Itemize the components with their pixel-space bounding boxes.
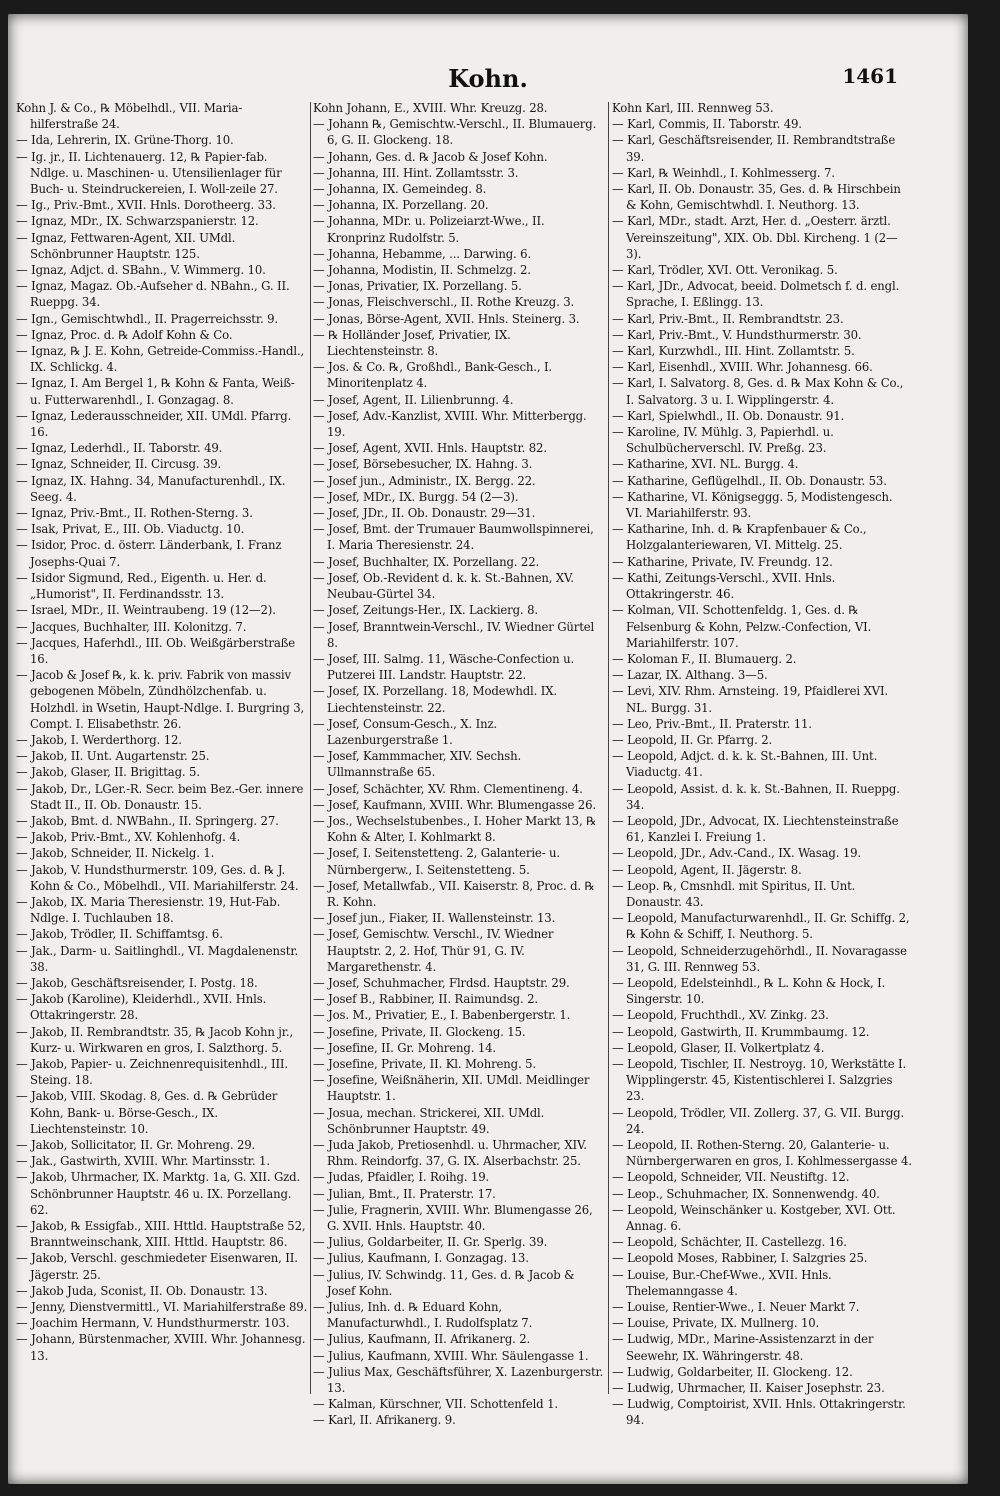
directory-entry: — Josef, Kammmacher, XIV. Sechsh. Ullmannstraße 65. [313,749,522,780]
column-divider [310,102,311,1394]
directory-entry: — Julius, Kaufmann, I. Gonzagag. 13. [313,1251,529,1266]
directory-entry: — Leopold, Agent, II. Jägerstr. 8. [612,862,802,877]
directory-entry: — Leopold, Schneiderzugehörhdl., II. Novaragasse 31, G. III. Rennweg 53. [612,943,907,974]
directory-entry: — Johann, Ges. d. ℞ Jacob & Josef Kohn. [313,149,548,164]
directory-entry: — Katharine, VI. Königseggg. 5, Modistengesch. VI. Mariahilferstr. 93. [612,489,893,521]
directory-entry: — Josefine, Weißnäherin, XII. UMdl. Meidlinger Hauptstr. 1. [313,1073,590,1104]
directory-entry: — Leopold, Trödler, VII. Zollerg. 37, G. VII. Burgg. 24. [612,1105,905,1136]
directory-entry: — Johanna, III. Hint. Zollamtsstr. 3. [313,165,519,180]
directory-entry: — Jakob, Priv.-Bmt., XV. Kohlenhofg. 4. [16,830,241,845]
directory-entry: — Louise, Rentier-Wwe., I. Neuer Markt 7. [612,1300,860,1315]
directory-entry: — Katharine, Private, IV. Freundg. 12. [612,554,833,569]
directory-entry: — Josua, mechan. Strickerei, XII. UMdl. Schönbrunner Hauptstr. 49. [313,1105,545,1136]
directory-entry: — Ludwig, Uhrmacher, II. Kaiser Josephstr. 23. [612,1381,885,1396]
page-number: 1461 [842,64,898,88]
directory-entry: — Ignaz, I. Am Bergel 1, ℞ Kohn & Fanta, Weiß- u. Futterwarenhdl., I. Gonzagag. 8. [16,376,295,407]
directory-entry: — Johanna, IX. Porzellang. 20. [313,198,489,213]
directory-entry: Kohn Johann, E., XVIII. Whr. Kreuzg. 28. [313,101,548,115]
directory-entry: — Johanna, Modistin, II. Schmelzg. 2. [313,263,531,278]
directory-entry: — Karl, II. Ob. Donaustr. 35, Ges. d. ℞ Hirschbein & Kohn, Gemischtwhdl. I. Neuthorg. 13. [612,182,901,213]
directory-entry: — Jakob, Verschl. geschmiedeter Eisenwaren, II. Jägerstr. 25. [16,1251,298,1282]
directory-entry: — Karl, II. Afrikanerg. 9. [313,1413,456,1428]
directory-entry: — Jenny, Dienstvermittl., VI. Mariahilferstraße 89. [16,1300,308,1315]
directory-entry: Kohn J. & Co., ℞ Möbelhdl., VII. Maria-hilferstraße 24. [16,101,243,132]
directory-entry: — Leopold, Fruchthdl., XV. Zinkg. 23. [612,1008,829,1023]
directory-entry: — Louise, Private, IX. Mullnerg. 10. [612,1316,820,1331]
directory-entry: — Julius, Inh. d. ℞ Eduard Kohn, Manufacturwhdl., I. Rudolfsplatz 7. [313,1300,533,1331]
directory-entry: — Leop., Schuhmacher, IX. Sonnenwendg. 40. [612,1186,880,1201]
directory-entry: — Karl, Commis, II. Taborstr. 49. [612,117,802,132]
directory-entry: — Jakob, II. Unt. Augartenstr. 25. [16,749,210,764]
directory-entry: — Josef, Buchhalter, IX. Porzellang. 22. [313,554,540,569]
directory-entry: — Josef, Zeitungs-Her., IX. Lackierg. 8. [313,603,538,618]
directory-entry: — Isidor Sigmund, Red., Eigenth. u. Her. d. „Humorist", II. Ferdinandsstr. 13. [16,570,267,602]
directory-entry: — Karl, MDr., stadt. Arzt, Her. d. „Oesterr. ärztl. Vereinszeitung", XIX. Ob. Dbl. Kircheng. 1 (2—3). [612,214,898,261]
directory-entry: — Karoline, IV. Mühlg. 3, Papierhdl. u. Schulbücherverschl. IV. Preßg. 23. [612,425,834,456]
directory-entry: — Jakob, Bmt. d. NWBahn., II. Springerg. 27. [16,813,279,828]
directory-entry: — Louise, Bur.-Chef-Wwe., XVII. Hnls. Thelemanngasse 4. [612,1267,832,1298]
column-divider [608,102,609,1394]
directory-entry: — Leopold, JDr., Advocat, IX. Liechtensteinstraße 61, Kanzlei I. Freiung 1. [612,813,899,845]
directory-entry: — Karl, I. Salvatorg. 8, Ges. d. ℞ Max Kohn & Co., I. Salvatorg. 3 u. I. Wipplingerstr. 4. [612,376,904,407]
directory-entry: — Julius, IV. Schwindg. 11, Ges. d. ℞ Jacob & Josef Kohn. [313,1267,575,1298]
directory-entry: — Leopold, Schneider, VII. Neustiftg. 12. [612,1170,850,1185]
directory-entry: — Karl, Geschäftsreisender, II. Rembrandtstraße 39. [612,133,896,164]
directory-entry: — Karl, Spielwhdl., II. Ob. Donaustr. 91. [612,408,845,423]
directory-entry: — Josef, Kaufmann, XVIII. Whr. Blumengasse 26. [313,797,596,812]
directory-entry: — Karl, Priv.-Bmt., V. Hundsthurmerstr. 30. [612,327,862,342]
directory-entry: — Ludwig, MDr., Marine-Assistenzarzt in der Seewehr, IX. Währingerstr. 48. [612,1332,874,1363]
directory-entry: Kohn Karl, III. Rennweg 53. [612,101,774,115]
directory-entry: — Kolman, VII. Schottenfeldg. 1, Ges. d. ℞ Felsenburg & Kohn, Pelzw.-Confection, VI. Mariahilferstr. 107. [612,603,872,650]
directory-entry: — Karl, Priv.-Bmt., II. Rembrandtstr. 23. [612,311,844,326]
directory-entry: — Jakob, Sollicitator, II. Gr. Mohreng. 29. [16,1138,256,1152]
directory-entry: — Julie, Fragnerin, XVIII. Whr. Blumengasse 26, G. XVII. Hnls. Hauptstr. 40. [313,1202,593,1234]
directory-entry: — Leopold, Schächter, II. Castellezg. 16. [612,1235,847,1250]
directory-entry: — Ignaz, Magaz. Ob.-Aufseher d. NBahn., G. II. Rueppg. 34. [16,279,290,310]
directory-entry: — Johanna, Hebamme, ... Darwing. 6. [313,246,532,261]
directory-entry: — Ignaz, Proc. d. ℞ Adolf Kohn & Co. [16,327,233,342]
directory-entry: — Jacques, Haferhdl., III. Ob. Weißgärberstraße 16. [16,635,296,666]
directory-entry: — Joachim Hermann, V. Hundsthurmerstr. 103. [16,1316,290,1331]
directory-entry: — Jakob, I. Werderthorg. 12. [16,732,182,747]
directory-entry: — Jak., Darm- u. Saitlinghdl., VI. Magdalenenstr. 38. [16,943,299,974]
directory-entry: — Josef, Schuhmacher, Flrdsd. Hauptstr. 29. [313,975,570,990]
directory-entry: — Juda Jakob, Pretiosenhdl. u. Uhrmacher, XIV. Rhm. Reindorfg. 37, G. IX. Alserbachstr. 25. [313,1138,587,1169]
directory-entry: — Kalman, Kürschner, VII. Schottenfeld 1. [313,1397,558,1412]
directory-entry: — Josef, Branntwein-Verschl., IV. Wiedner Gürtel 8. [313,619,595,650]
directory-entry: — Josef, III. Salmg. 11, Wäsche-Confection u. Putzerei III. Landstr. Hauptstr. 22. [313,651,575,683]
directory-entry: — Karl, Eisenhdl., XVIII. Whr. Johannesg. 66. [612,360,873,375]
directory-entry: — Josef, Consum-Gesch., X. Inz. Lazenburgerstraße 1. [313,716,498,747]
directory-entry: — Julius, Goldarbeiter, II. Gr. Sperlg. 39. [313,1235,548,1250]
directory-entry: — Jonas, Privatier, IX. Porzellang. 5. [313,279,522,294]
directory-entry: — Leo, Priv.-Bmt., II. Praterstr. 11. [612,716,812,731]
directory-entry: — Ignaz, Lederhdl., II. Taborstr. 49. [16,441,223,456]
directory-entry: — Jacques, Buchhalter, III. Kolonitzg. 7. [16,619,247,634]
directory-entry: — Jakob, VIII. Skodag. 8, Ges. d. ℞ Gebrüder Kohn, Bank- u. Börse-Gesch., IX. Liechtensteinstr. 10. [16,1089,278,1136]
directory-entry: — Jakob, II. Rembrandtstr. 35, ℞ Jacob Kohn jr., Kurz- u. Wirkwaren en gros, I. Salzthorg. 5. [16,1024,294,1055]
directory-entry: — Josef jun., Administr., IX. Bergg. 22. [313,473,536,488]
directory-entry: — Jacob & Josef ℞, k. k. priv. Fabrik von massiv gebogenen Möbeln, Zündhölzchenfab. u. Holzhdl. in Wsetin, Haupt-Ndlge. I. Burgring 3, Compt. I. Elisabethstr. 26. [16,668,305,731]
directory-entry: — Jakob, Schneider, II. Nickelg. 1. [16,846,215,861]
directory-entry: — Ignaz, IX. Hahng. 34, Manufacturenhdl., IX. Seeg. 4. [16,473,286,504]
directory-entry: — Jakob, Trödler, II. Schiffamtsg. 6. [16,927,223,942]
directory-entry: — Josef, Schächter, XV. Rhm. Clementineng. 4. [313,781,583,796]
directory-entry: — Josef, Metallwfab., VII. Kaiserstr. 8, Proc. d. ℞ R. Kohn. [313,878,595,909]
page-title: Kohn. [448,64,528,93]
directory-entry: — Ig. jr., II. Lichtenauerg. 12, ℞ Papier-fab. Ndlge. u. Maschinen- u. Utensilienlager für Buch- u. Steindruckereien, I. Woll-zeile 27. [16,149,282,197]
directory-entry: — Leopold, Edelsteinhdl., ℞ L. Kohn & Hock, I. Singerstr. 10. [612,975,886,1007]
directory-entry: — Leopold, Assist. d. k. k. St.-Bahnen, II. Rueppg. 34. [612,781,900,812]
directory-entry: — Josef, MDr., IX. Burgg. 54 (2—3). [313,489,519,504]
directory-entry: — Leopold, Manufacturwarenhdl., II. Gr. Schiffg. 2, ℞ Kohn & Schiff, I. Neuthorg. 5. [612,911,910,942]
directory-entry: — Kathi, Zeitungs-Verschl., XVII. Hnls. Ottakringerstr. 46. [612,570,836,602]
directory-entry: — Ignaz, Priv.-Bmt., II. Rothen-Sterng. 3. [16,506,253,521]
directory-entry: — Ignaz, ℞ J. E. Kohn, Getreide-Commiss.-Handl., IX. Schlickg. 4. [16,344,305,375]
directory-entry: — Levi, XIV. Rhm. Arnsteing. 19, Pfaidlerei XVI. NL. Burgg. 31. [612,684,888,715]
directory-entry: — Leopold, Glaser, II. Volkertplatz 4. [612,1040,825,1055]
directory-entry: — Leopold, II. Gr. Pfarrg. 2. [612,732,773,747]
page-header [8,64,968,104]
directory-entry: — Katharine, XVI. NL. Burgg. 4. [612,457,799,472]
directory-entry: — Jakob, V. Hundsthurmerstr. 109, Ges. d. ℞ J. Kohn & Co., Möbelhdl., VII. Mariahilferstr. 24. [16,862,299,893]
directory-entry: — Josefine, Private, II. Kl. Mohreng. 5. [313,1056,536,1071]
directory-entry: — Jakob, Dr., LGer.-R. Secr. beim Bez.-Ger. innere Stadt II., II. Ob. Donaustr. 15. [16,781,304,812]
directory-column-1 [16,100,308,1400]
directory-entry: — Isidor, Proc. d. österr. Länderbank, I. Franz Josephs-Quai 7. [16,538,282,569]
directory-entry: — Josef, Ob.-Revident d. k. k. St.-Bahnen, XV. Neubau-Gürtel 34. [313,570,574,602]
directory-entry: — Katharine, Inh. d. ℞ Krapfenbauer & Co., Holzgalanteriewaren, VI. Mittelg. 25. [612,522,867,553]
directory-entry: — Ludwig, Goldarbeiter, II. Glockeng. 12. [612,1364,853,1379]
directory-entry: — Josef, Bmt. der Trumauer Baumwollspinnerei, I. Maria Theresienstr. 24. [313,522,594,553]
directory-entry: — Jos. & Co. ℞, Großhdl., Bank-Gesch., I. Minoritenplatz 4. [313,360,553,391]
directory-entry: — Karl, ℞ Weinhdl., I. Kohlmesserg. 7. [612,165,835,180]
directory-entry: — Leopold, Tischler, II. Nestroyg. 10, Werkstätte I. Wipplingerstr. 45, Kistentischlerei I. Salzgries 23. [612,1056,907,1104]
directory-entry: — Josef, Adv.-Kanzlist, XVIII. Whr. Mitterbergg. 19. [313,408,587,440]
directory-entry: — Josefine, Private, II. Glockeng. 15. [313,1024,526,1039]
directory-entry: — Israel, MDr., II. Weintraubeng. 19 (12—2). [16,603,276,618]
directory-entry: — Josef, I. Seitenstetteng. 2, Galanterie- u. Nürnbergerw., I. Seitenstetteng. 5. [313,846,561,877]
directory-entry: — Ignaz, Schneider, II. Circusg. 39. [16,457,222,472]
directory-entry: — Julius, Kaufmann, II. Afrikanerg. 2. [313,1332,531,1347]
directory-entry: — Julius Max, Geschäftsführer, X. Lazenburgerstr. 13. [313,1364,604,1396]
directory-entry: — Johann, Bürstenmacher, XVIII. Whr. Johannesg. 13. [16,1332,306,1363]
directory-entry: — Jakob, Uhrmacher, IX. Marktg. 1a, G. XII. Gzd. Schönbrunner Hauptstr. 46 u. IX. Porzellang. 62. [16,1170,301,1217]
directory-entry: — Josef, Agent, XVII. Hnls. Hauptstr. 82. [313,441,547,456]
directory-column-3 [612,100,912,1428]
directory-entry: — Johanna, MDr. u. Polizeiarzt-Wwe., II. Kronprinz Rudolfstr. 5. [313,214,545,245]
directory-entry: — Leopold, Adjct. d. k. k. St.-Bahnen, III. Unt. Viaductg. 41. [612,749,878,780]
directory-entry: — Josef, Agent, II. Lilienbrunng. 4. [313,392,514,407]
directory-entry: — Jakob, Papier- u. Zeichnenrequisitenhdl., III. Steing. 18. [16,1056,288,1088]
directory-entry: — Ludwig, Comptoirist, XVII. Hnls. Ottakringerstr. 94. [612,1397,906,1428]
directory-entry: — Julius, Kaufmann, XVIII. Whr. Säulengasse 1. [313,1348,589,1363]
directory-entry: — Josefine, II. Gr. Mohreng. 14. [313,1040,496,1055]
directory-entry: — Josef jun., Fiaker, II. Wallensteinstr. 13. [313,911,556,926]
directory-entry: — Leopold, JDr., Adv.-Cand., IX. Wasag. 19. [612,846,861,861]
directory-entry: — ℞ Holländer Josef, Privatier, IX. Liechtensteinstr. 8. [313,327,511,359]
directory-entry: — Josef, JDr., II. Ob. Donaustr. 29—31. [313,506,536,521]
directory-entry: — Leopold, Weinschänker u. Kostgeber, XVI. Ott. Annag. 6. [612,1202,896,1234]
directory-entry: — Ignaz, MDr., IX. Schwarzspanierstr. 12. [16,214,259,229]
directory-entry: — Katharine, Geflügelhdl., II. Ob. Donaustr. 53. [612,473,887,488]
directory-entry: — Julian, Bmt., II. Praterstr. 17. [313,1186,496,1201]
directory-entry: — Jakob (Karoline), Kleiderhdl., XVII. Hnls. Ottakringerstr. 28. [16,992,267,1023]
directory-entry: — Karl, Trödler, XVI. Ott. Veronikag. 5. [612,263,838,278]
directory-entry: — Leopold, II. Rothen-Sterng. 20, Galanterie- u. Nürnbergerwaren en gros, I. Kohlmessergasse 4. [612,1138,912,1169]
directory-entry: — Josef, IX. Porzellang. 18, Modewhdl. IX. Liechtensteinstr. 22. [313,684,557,715]
directory-entry: — Ignaz, Fettwaren-Agent, XII. UMdl. Schönbrunner Hauptstr. 125. [16,230,236,261]
directory-entry: — Isak, Privat, E., III. Ob. Viaductg. 10. [16,522,245,537]
directory-entry: — Jakob, Glaser, II. Brigittag. 5. [16,765,200,780]
directory-entry: — Judas, Pfaidler, I. Roihg. 19. [313,1170,490,1185]
directory-entry: — Ig., Priv.-Bmt., XVII. Hnls. Dorotheerg. 33. [16,198,276,213]
directory-entry: — Ignaz, Adjct. d. SBahn., V. Wimmerg. 10. [16,263,266,278]
directory-entry: — Jakob, Geschäftsreisender, I. Postg. 18. [16,975,258,990]
directory-entry: — Jos. M., Privatier, E., I. Babenbergerstr. 1. [313,1008,571,1023]
directory-entry: — Johanna, IX. Gemeindeg. 8. [313,182,487,197]
directory-entry: — Leopold, Gastwirth, II. Krummbaumg. 12. [612,1024,870,1039]
directory-entry: — Josef, Gemischtw. Verschl., IV. Wiedner Hauptstr. 2, 2. Hof, Thür 91, G. IV. Margarethenstr. 4. [313,927,554,974]
directory-entry: — Karl, JDr., Advocat, beeid. Dolmetsch f. d. engl. Sprache, I. Eßlingg. 13. [612,279,900,310]
directory-entry: — Jakob Juda, Sconist, II. Ob. Donaustr. 13. [16,1283,268,1298]
directory-entry: — Jak., Gastwirth, XVIII. Whr. Martinsstr. 1. [16,1154,270,1169]
directory-entry: — Jakob, IX. Maria Theresienstr. 19, Hut-Fab. Ndlge. I. Tuchlauben 18. [16,894,281,926]
directory-entry: — Ign., Gemischtwhdl., II. Pragerreichsstr. 9. [16,311,278,326]
directory-entry: — Karl, Kurzwhdl., III. Hint. Zollamtstr. 5. [612,344,855,359]
directory-entry: — Leopold Moses, Rabbiner, I. Salzgries 25. [612,1251,868,1266]
directory-entry: — Johann ℞, Gemischtw.-Verschl., II. Blumauerg. 6, G. II. Glockeng. 18. [313,117,597,148]
directory-entry: — Josef B., Rabbiner, II. Raimundsg. 2. [313,992,538,1007]
directory-entry: — Jos., Wechselstubenbes., I. Hoher Markt 13, ℞ Kohn & Alter, I. Kohlmarkt 8. [313,813,597,845]
directory-entry: — Josef, Börsebesucher, IX. Hahng. 3. [313,457,533,472]
directory-entry: — Koloman F., II. Blumauerg. 2. [612,651,797,666]
directory-entry: — Ignaz, Lederausschneider, XII. UMdl. Pfarrg. 16. [16,408,292,440]
directory-entry: — Jonas, Fleischverschl., II. Rothe Kreuzg. 3. [313,295,575,310]
directory-page [8,14,968,1484]
directory-entry: — Leop. ℞, Cmsnhdl. mit Spiritus, II. Unt. Donaustr. 43. [612,878,856,909]
directory-entry: — Lazar, IX. Althang. 3—5. [612,668,768,683]
directory-entry: — Ida, Lehrerin, IX. Grüne-Thorg. 10. [16,133,234,148]
directory-entry: — Jonas, Börse-Agent, XVII. Hnls. Steinerg. 3. [313,311,580,326]
directory-entry: — Jakob, ℞ Essigfab., XIII. Httld. Hauptstraße 52, Branntweinschank, XIII. Httld. Hauptstr. 86. [16,1219,306,1250]
directory-column-2 [313,100,605,1428]
